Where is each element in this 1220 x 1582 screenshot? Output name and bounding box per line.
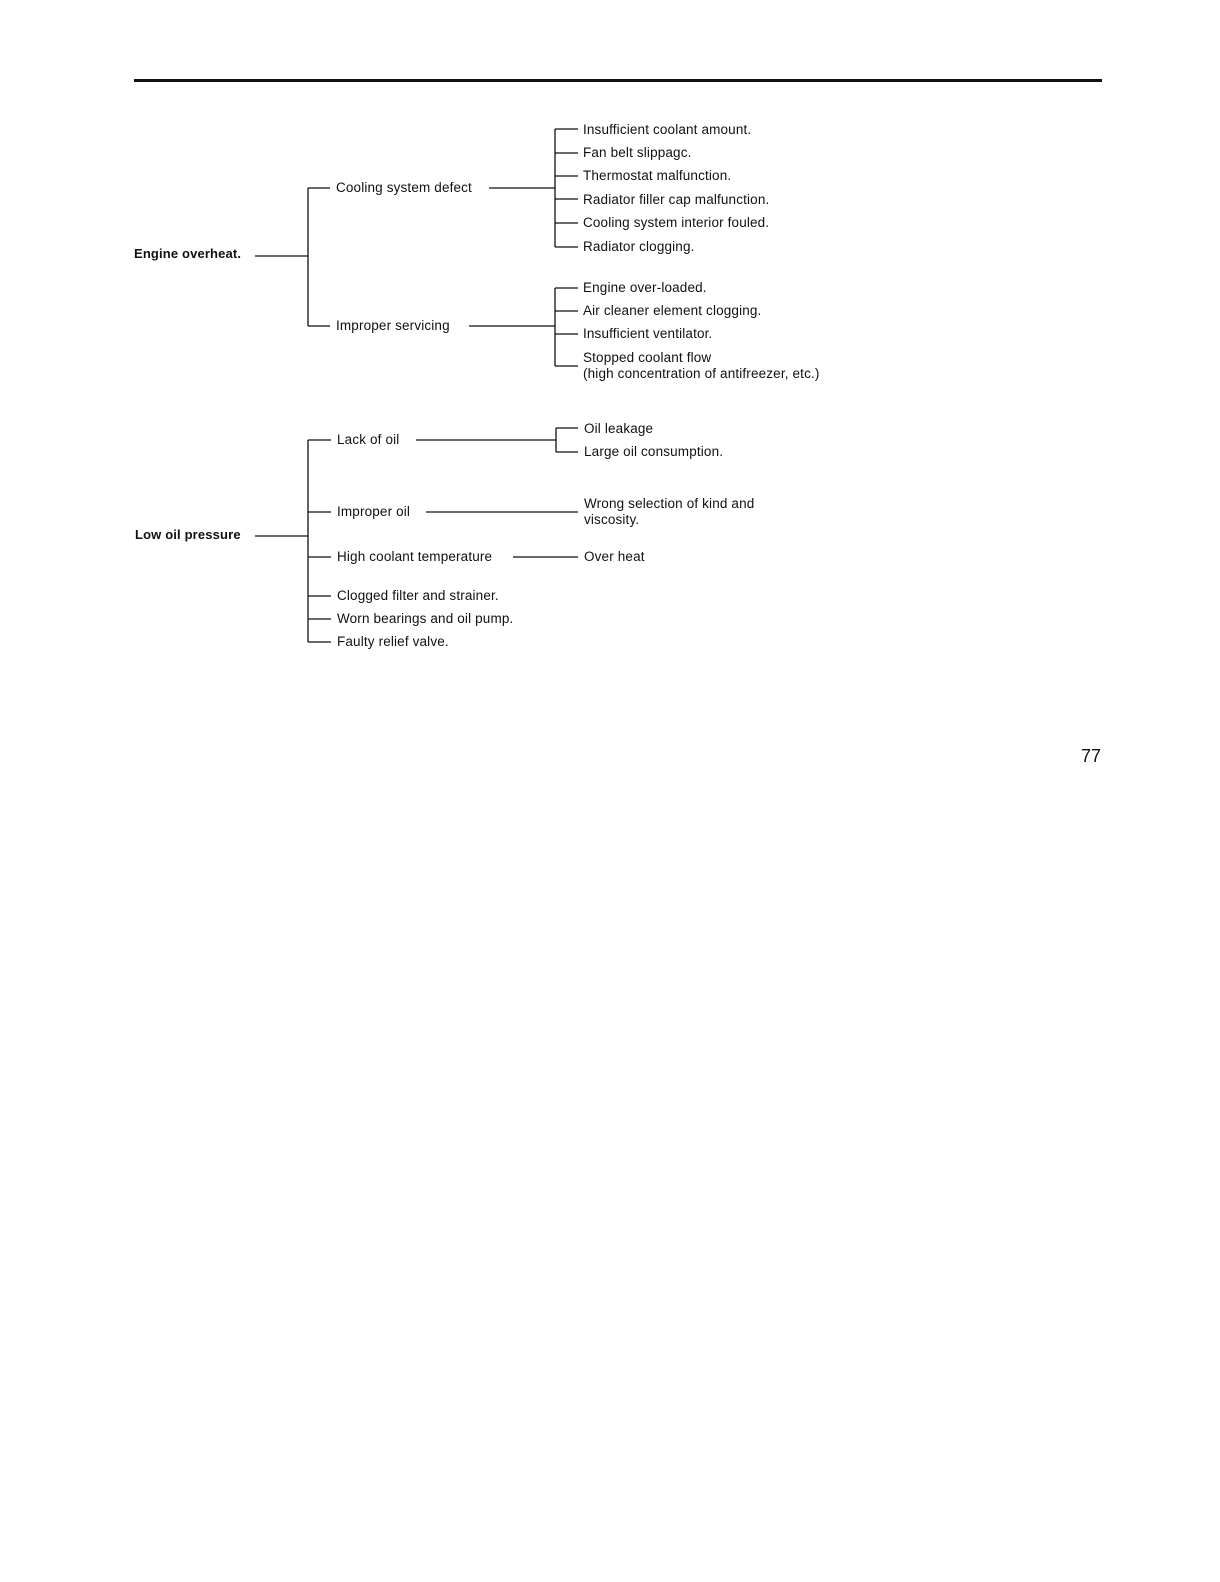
detail-air-cleaner: Air cleaner element clogging. — [583, 303, 762, 318]
detail-stopped-coolant: Stopped coolant flow — [583, 350, 712, 365]
cause-worn-bearings: Worn bearings and oil pump. — [337, 611, 514, 626]
cause-faulty-relief-valve: Faulty relief valve. — [337, 634, 449, 649]
cause-lack-of-oil: Lack of oil — [337, 432, 400, 447]
detail-viscosity: viscosity. — [584, 512, 640, 527]
detail-thermostat: Thermostat malfunction. — [583, 168, 732, 183]
detail-ventilator: Insufficient ventilator. — [583, 326, 713, 341]
cause-improper-oil: Improper oil — [337, 504, 411, 519]
detail-interior-fouled: Cooling system interior fouled. — [583, 215, 770, 230]
cause-improper-servicing: Improper servicing — [336, 318, 450, 333]
detail-wrong-selection: Wrong selection of kind and — [584, 496, 755, 511]
detail-oil-consumption: Large oil consumption. — [584, 444, 724, 459]
page-number: 77 — [1081, 746, 1102, 766]
detail-antifreezer-note: (high concentration of antifreezer, etc.) — [583, 366, 820, 381]
detail-radiator-clogging: Radiator clogging. — [583, 239, 695, 254]
problem-low-oil-pressure: Low oil pressure — [135, 527, 241, 542]
cause-high-coolant-temp: High coolant temperature — [337, 549, 493, 564]
detail-fan-belt: Fan belt slippagc. — [583, 145, 692, 160]
detail-insufficient-coolant: Insufficient coolant amount. — [583, 122, 752, 137]
detail-engine-over-loaded: Engine over-loaded. — [583, 280, 707, 295]
detail-radiator-cap: Radiator filler cap malfunction. — [583, 192, 770, 207]
problem-engine-overheat: Engine overheat. — [134, 246, 242, 261]
cause-cooling-system-defect: Cooling system defect — [336, 180, 472, 195]
detail-oil-leakage: Oil leakage — [584, 421, 654, 436]
cause-clogged-filter: Clogged filter and strainer. — [337, 588, 499, 603]
detail-over-heat: Over heat — [584, 549, 645, 564]
